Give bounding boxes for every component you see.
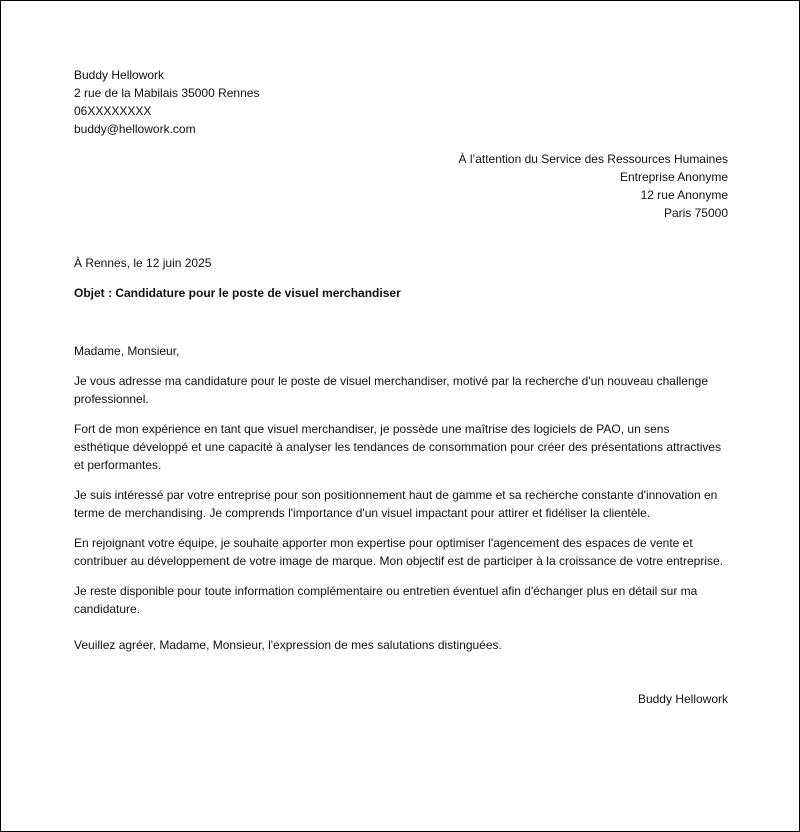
- subject-line: Objet : Candidature pour le poste de visuel merchandiser: [74, 286, 401, 300]
- recipient-company: Entreprise Anonyme: [619, 170, 728, 184]
- paragraph-1: Je vous adresse ma candidature pour le poste de visuel merchandiser, motivé par la recherche d'un nouveau challenge professionnel.: [74, 374, 709, 406]
- sender-phone: 06XXXXXXXX: [74, 104, 152, 118]
- signature: Buddy Hellowork: [637, 692, 728, 706]
- sender-address: 2 rue de la Mabilais 35000 Rennes: [74, 86, 260, 100]
- paragraph-4: En rejoignant votre équipe, je souhaite apporter mon expertise pour optimiser l'agencement des espaces de vente et contribuer au développement de votre image de marque. Mon objectif est de participer à la croissance de votre entreprise.: [74, 536, 724, 568]
- sender-name: Buddy Hellowork: [74, 68, 165, 82]
- paragraph-5: Je reste disponible pour toute information complémentaire ou entretien éventuel afin d'échanger plus en détail sur ma candidature.: [74, 584, 698, 616]
- letter-content: [74, 66, 728, 708]
- recipient-city: Paris 75000: [663, 206, 728, 220]
- salutation: Madame, Monsieur,: [74, 344, 180, 358]
- paragraph-2: Fort de mon expérience en tant que visuel merchandiser, je possède une maîtrise des logiciels de PAO, un sens esthétique développé et une capacité à analyser les tendances de consommation pour créer des présentations attractives et performantes.: [74, 422, 722, 472]
- recipient-block: [74, 150, 728, 222]
- date-line: À Rennes, le 12 juin 2025: [74, 256, 212, 270]
- paragraph-3: Je suis intéressé par votre entreprise pour son positionnement haut de gamme et sa recherche constante d'innovation en terme de merchandising. Je comprends l'importance d'un visuel impactant pour attirer et fidéliser la clientèle.: [74, 488, 718, 520]
- closing-formula: Veuillez agréer, Madame, Monsieur, l'expression de mes salutations distinguées.: [74, 638, 502, 652]
- sender-block: [74, 66, 728, 138]
- recipient-street: 12 rue Anonyme: [640, 188, 728, 202]
- sender-email: buddy@hellowork.com: [74, 122, 196, 136]
- recipient-attention: À l’attention du Service des Ressources Humaines: [458, 152, 728, 166]
